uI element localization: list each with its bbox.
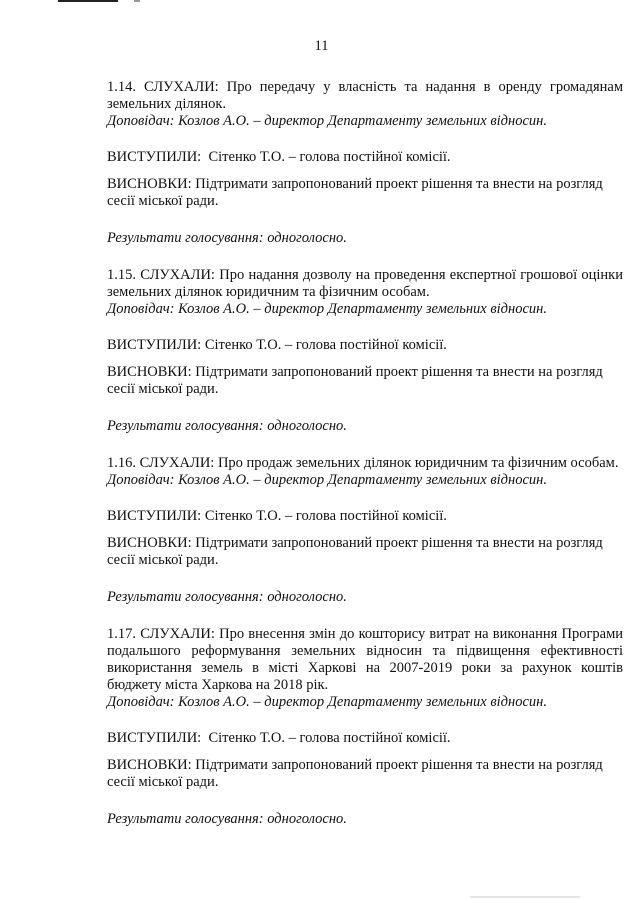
reporter-line: Доповідач: Козлов А.О. – директор Департаменту земельних відносин. bbox=[107, 301, 547, 317]
spoke-text: Сітенко Т.О. – голова постійної комісії. bbox=[208, 730, 451, 746]
heard-label: 1.17. СЛУХАЛИ: bbox=[107, 626, 215, 642]
spoke-label: ВИСТУПИЛИ: bbox=[107, 337, 202, 353]
reporter-line: Доповідач: Козлов А.О. – директор Департаменту земельних відносин. bbox=[107, 472, 547, 488]
conclusion-label: ВИСНОВКИ: bbox=[107, 757, 192, 773]
voting-results: Результати голосування: одноголосно. bbox=[107, 811, 347, 827]
spoke-paragraph bbox=[107, 149, 623, 166]
conclusion-label: ВИСНОВКИ: bbox=[107, 176, 192, 192]
agenda-item-1-17 bbox=[107, 626, 623, 828]
conclusion-label: ВИСНОВКИ: bbox=[107, 535, 192, 551]
conclusion-text: Підтримати запропонований проект рішення та внести на розгляд сесії міської ради. bbox=[107, 757, 603, 790]
conclusion-text: Підтримати запропонований проект рішення та внести на розгляд сесії міської ради. bbox=[107, 364, 603, 397]
heard-text: Про надання дозволу на проведення експертної грошової оцінки земельних ділянок юридичним та фізичним особам. bbox=[107, 267, 623, 300]
reporter-line: Доповідач: Козлов А.О. – директор Департаменту земельних відносин. bbox=[107, 694, 547, 710]
voting-results: Результати голосування: одноголосно. bbox=[107, 418, 347, 434]
spoke-label: ВИСТУПИЛИ: bbox=[107, 508, 202, 524]
agenda-item-1-16 bbox=[107, 455, 623, 606]
conclusion-text: Підтримати запропонований проект рішення та внести на розгляд сесії міської ради. bbox=[107, 535, 603, 568]
conclusion-paragraph bbox=[107, 364, 623, 398]
conclusion-paragraph bbox=[107, 176, 623, 210]
scan-edge-mark bbox=[58, 0, 118, 2]
conclusion-text: Підтримати запропонований проект рішення та внести на розгляд сесії міської ради. bbox=[107, 176, 603, 209]
spoke-text: Сітенко Т.О. – голова постійної комісії. bbox=[204, 337, 447, 353]
reporter-line: Доповідач: Козлов А.О. – директор Департаменту земельних відносин. bbox=[107, 113, 547, 129]
heard-text: Про внесення змін до кошторису витрат на виконання Програми подальшого реформування земельних відносин та підвищення ефективності використання земель в місті Харкові на 2007-2019 роки за рахунок коштів бюджету міста Харкова на 2018 рік. bbox=[107, 626, 624, 693]
spoke-label: ВИСТУПИЛИ: bbox=[107, 730, 202, 746]
heard-text: Про передачу у власність та надання в оренду громадянам земельних ділянок. bbox=[107, 79, 623, 112]
conclusion-paragraph bbox=[107, 535, 623, 569]
page-number: 11 bbox=[314, 38, 329, 54]
heard-paragraph bbox=[107, 455, 623, 472]
heard-paragraph bbox=[107, 79, 623, 113]
heard-label: 1.15. СЛУХАЛИ: bbox=[107, 267, 215, 283]
scan-edge-mark-bottom bbox=[470, 896, 580, 898]
conclusion-paragraph bbox=[107, 757, 623, 791]
scan-edge-dot bbox=[134, 0, 140, 2]
spoke-paragraph bbox=[107, 730, 623, 747]
voting-results: Результати голосування: одноголосно. bbox=[107, 589, 347, 605]
agenda-item-1-14 bbox=[107, 79, 623, 247]
spoke-text: Сітенко Т.О. – голова постійної комісії. bbox=[208, 149, 451, 165]
spoke-label: ВИСТУПИЛИ: bbox=[107, 149, 202, 165]
heard-label: 1.16. СЛУХАЛИ: bbox=[107, 455, 215, 471]
spoke-paragraph bbox=[107, 337, 623, 354]
minutes-content bbox=[107, 79, 623, 828]
spoke-text: Сітенко Т.О. – голова постійної комісії. bbox=[204, 508, 447, 524]
conclusion-label: ВИСНОВКИ: bbox=[107, 364, 192, 380]
heard-label: 1.14. СЛУХАЛИ: bbox=[107, 79, 219, 95]
voting-results: Результати голосування: одноголосно. bbox=[107, 230, 347, 246]
agenda-item-1-15 bbox=[107, 267, 623, 435]
spoke-paragraph bbox=[107, 508, 623, 525]
heard-paragraph bbox=[107, 267, 623, 301]
heard-paragraph bbox=[107, 626, 623, 694]
heard-text: Про продаж земельних ділянок юридичним та фізичним особам. bbox=[217, 455, 619, 471]
